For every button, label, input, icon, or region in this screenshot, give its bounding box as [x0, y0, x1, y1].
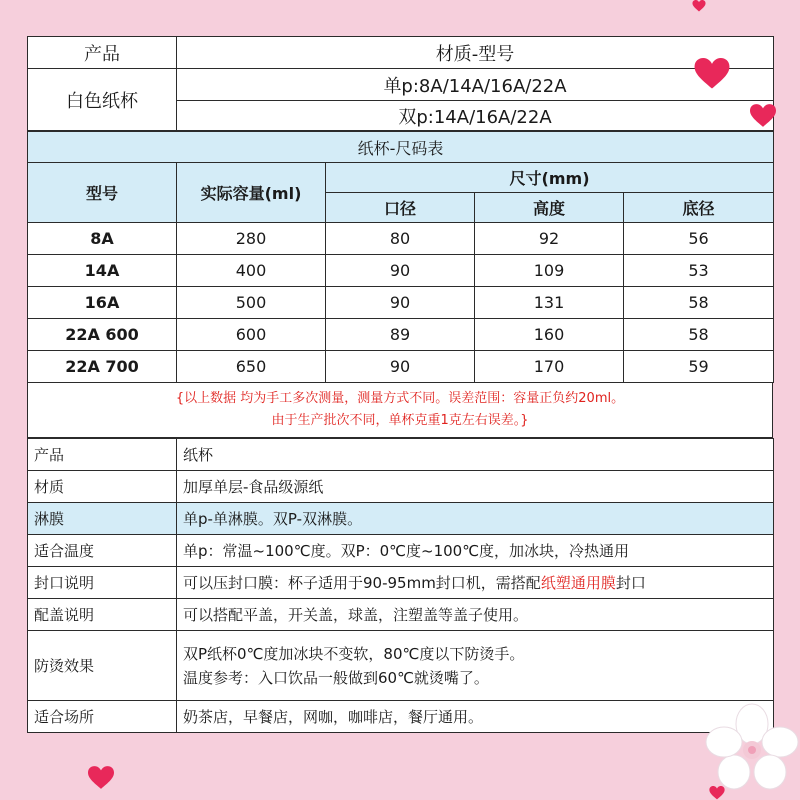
table-row — [28, 223, 774, 255]
size-table-title: 纸杯-尺码表 — [28, 132, 774, 163]
col-height: 高度 — [475, 193, 624, 223]
scald-line-1: 双P纸杯0℃度加冰块不变软，80℃度以下防烫手。 — [183, 644, 525, 663]
row-model: 22A 600 — [28, 319, 177, 351]
seal-text-highlight: 纸塑通用膜 — [540, 574, 616, 592]
row-mouth: 90 — [326, 255, 475, 287]
measurement-note — [27, 383, 773, 438]
row-bottom: 58 — [624, 287, 774, 319]
table-row — [28, 255, 774, 287]
row-model: 14A — [28, 255, 177, 287]
product-sheet — [27, 36, 773, 733]
flower-icon — [704, 702, 800, 792]
model-table — [27, 36, 774, 131]
double-models: 双p:14A/16A/22A — [177, 101, 774, 131]
heart-icon — [694, 58, 730, 90]
spec-value-scald — [177, 631, 774, 701]
seal-text-b: 封口 — [615, 574, 646, 592]
row-bottom: 59 — [624, 351, 774, 383]
note-line-1: {以上数据 均为手工多次测量，测量方式不同。误差范围：容量正负约20ml。 — [175, 391, 625, 406]
row-bottom: 53 — [624, 255, 774, 287]
spec-table — [27, 438, 774, 733]
size-table — [27, 131, 774, 383]
row-height: 160 — [475, 319, 624, 351]
row-capacity: 650 — [177, 351, 326, 383]
single-models: 单p:8A/14A/16A/22A — [177, 69, 774, 101]
row-mouth: 89 — [326, 319, 475, 351]
seal-text-a: 可以压封口膜：杯子适用于90-95mm封口机，需搭配 — [183, 574, 541, 592]
col-mouth: 口径 — [326, 193, 475, 223]
row-height: 170 — [475, 351, 624, 383]
spec-label-temp: 适合温度 — [28, 535, 177, 567]
heart-icon — [88, 766, 114, 790]
row-height: 131 — [475, 287, 624, 319]
row-height: 109 — [475, 255, 624, 287]
row-capacity: 600 — [177, 319, 326, 351]
spec-value-lid: 可以搭配平盖，开关盖，球盖，注塑盖等盖子使用。 — [177, 599, 774, 631]
row-mouth: 90 — [326, 351, 475, 383]
spec-value-material: 加厚单层-食品级源纸 — [177, 471, 774, 503]
row-capacity: 280 — [177, 223, 326, 255]
row-bottom: 58 — [624, 319, 774, 351]
col-model: 型号 — [28, 163, 177, 223]
table-row — [28, 351, 774, 383]
col-bottom: 底径 — [624, 193, 774, 223]
heart-icon — [750, 104, 776, 128]
product-name: 白色纸杯 — [28, 69, 177, 131]
spec-value-film: 单p-单淋膜。双P-双淋膜。 — [177, 503, 774, 535]
spec-label-product: 产品 — [28, 439, 177, 471]
scald-line-2: 温度参考：入口饮品一般做到60℃就烫嘴了。 — [183, 668, 489, 687]
row-model: 16A — [28, 287, 177, 319]
spec-label-scald: 防烫效果 — [28, 631, 177, 701]
row-bottom: 56 — [624, 223, 774, 255]
row-mouth: 80 — [326, 223, 475, 255]
row-capacity: 500 — [177, 287, 326, 319]
table-row — [28, 287, 774, 319]
heart-icon — [692, 0, 706, 12]
row-model: 8A — [28, 223, 177, 255]
spec-value-venue: 奶茶店，早餐店，网咖，咖啡店，餐厅通用。 — [177, 701, 774, 733]
spec-value-seal — [177, 567, 774, 599]
row-height: 92 — [475, 223, 624, 255]
spec-label-venue: 适合场所 — [28, 701, 177, 733]
row-mouth: 90 — [326, 287, 475, 319]
product-header: 产品 — [28, 37, 177, 69]
spec-value-product: 纸杯 — [177, 439, 774, 471]
table-row — [28, 319, 774, 351]
spec-value-temp: 单p：常温~100℃度。双P：0℃度~100℃度，加冰块，冷热通用 — [177, 535, 774, 567]
note-line-2: 由于生产批次不同，单杯克重1克左右误差。} — [271, 413, 529, 428]
spec-label-lid: 配盖说明 — [28, 599, 177, 631]
spec-label-seal: 封口说明 — [28, 567, 177, 599]
material-header: 材质-型号 — [177, 37, 774, 69]
spec-label-film: 淋膜 — [28, 503, 177, 535]
spec-label-material: 材质 — [28, 471, 177, 503]
row-model: 22A 700 — [28, 351, 177, 383]
row-capacity: 400 — [177, 255, 326, 287]
col-capacity: 实际容量(ml) — [177, 163, 326, 223]
col-size: 尺寸(mm) — [326, 163, 774, 193]
